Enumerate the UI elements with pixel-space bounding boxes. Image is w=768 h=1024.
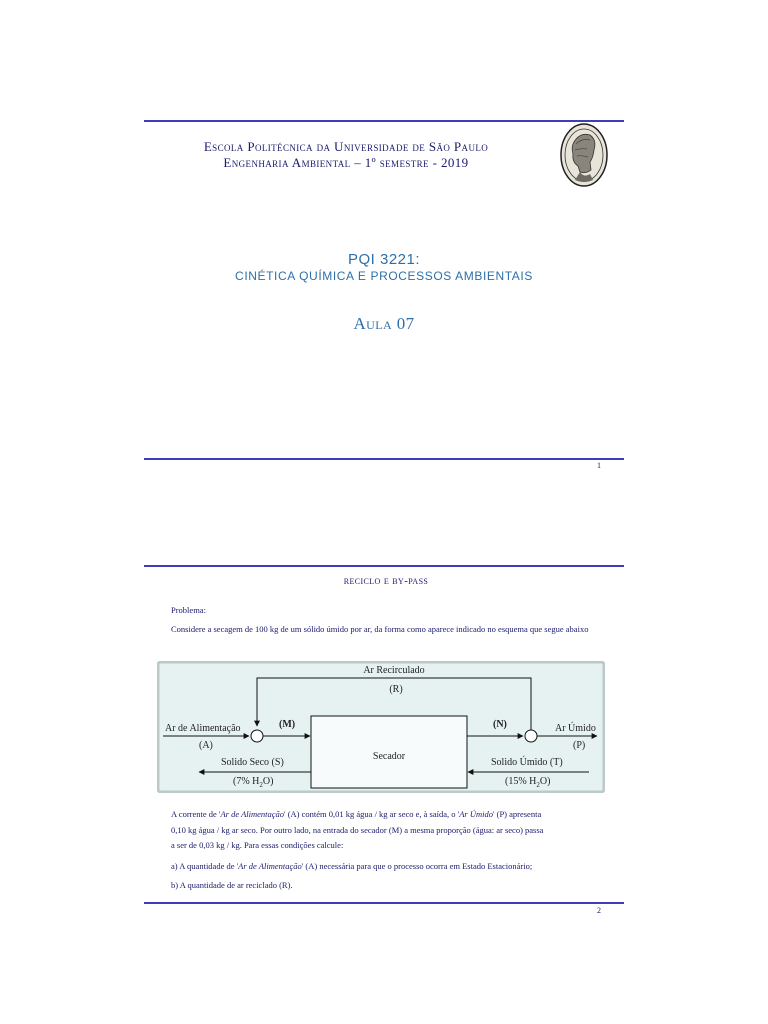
question-a — [171, 859, 611, 875]
recycle-flow-diagram — [157, 661, 605, 793]
qa-a: a) A quantidade de ' — [171, 861, 239, 871]
label-solido-umido: Solido Úmido (T) — [491, 757, 563, 768]
p1-b: Ar de Alimentação — [220, 809, 285, 819]
page-number-2: 2 — [597, 906, 601, 915]
seco-tail: O) — [262, 776, 274, 787]
page-number-1: 1 — [597, 461, 601, 470]
slide1-bottom-rule — [144, 458, 624, 460]
slide2-top-rule — [144, 565, 624, 567]
lesson-title: Aula 07 — [353, 314, 415, 333]
problem-statement-line3: a ser de 0,03 kg / kg. Para essas condições calcule: — [171, 840, 344, 850]
slide2-title: reciclo e by-pass — [343, 575, 429, 587]
course-subtitle: CINÉTICA QUÍMICA E PROCESSOS AMBIENTAIS — [235, 269, 533, 283]
label-ar-recirculado: Ar Recirculado — [363, 665, 425, 676]
p1-d: Ar Úmido — [459, 809, 493, 819]
label-r: (R) — [389, 684, 403, 695]
university-seal-logo — [560, 122, 608, 188]
p1-e: ' (P) apresenta — [492, 809, 542, 819]
umido-pct: (15% H — [505, 776, 537, 787]
umido-tail: O) — [539, 776, 551, 787]
problem-intro: Considere a secagem de 100 kg de um sólido úmido por ar, da forma como aparece indicado no esquema que segue abaixo — [171, 624, 589, 634]
school-name: Escola Politécnica da Universidade de São Paulo — [203, 139, 489, 154]
label-p: (P) — [573, 740, 586, 751]
qa-c: ' (A) necessária para que o processo ocorra em Estado Estacionário; — [301, 861, 533, 871]
label-m: (M) — [279, 719, 296, 730]
p1-c: ' (A) contém 0,01 kg água / kg ar seco e, à saída, o ' — [284, 809, 460, 819]
course-code: PQI 3221: — [347, 251, 421, 268]
course-name: Engenharia Ambiental – 1º semestre - 2019 — [223, 155, 469, 170]
problem-statement-line2: 0,10 kg água / kg ar seco. Por outro lado, na entrada do secador (M) a mesma proporção (água: ar seco) passa — [171, 825, 544, 835]
label-n: (N) — [493, 719, 507, 730]
label-solido-seco: Solido Seco (S) — [221, 757, 284, 768]
slide1-top-rule — [144, 120, 624, 122]
label-ar-alimentacao: Ar de Alimentação — [165, 723, 241, 734]
label-a: (A) — [199, 740, 213, 751]
seco-sub: 2 — [259, 781, 263, 789]
label-secador: Secador — [372, 751, 406, 762]
seco-pct: (7% H — [233, 776, 260, 787]
qa-b: Ar de Alimentação — [238, 861, 302, 871]
p1-a: A corrente de ' — [171, 809, 221, 819]
question-b: b) A quantidade de ar reciclado (R). — [171, 880, 293, 890]
slide2-bottom-rule — [144, 902, 624, 904]
problem-statement-line1 — [171, 807, 611, 823]
umido-sub: 2 — [536, 781, 540, 789]
problem-label: Problema: — [171, 605, 206, 615]
label-ar-umido: Ar Úmido — [555, 723, 596, 734]
